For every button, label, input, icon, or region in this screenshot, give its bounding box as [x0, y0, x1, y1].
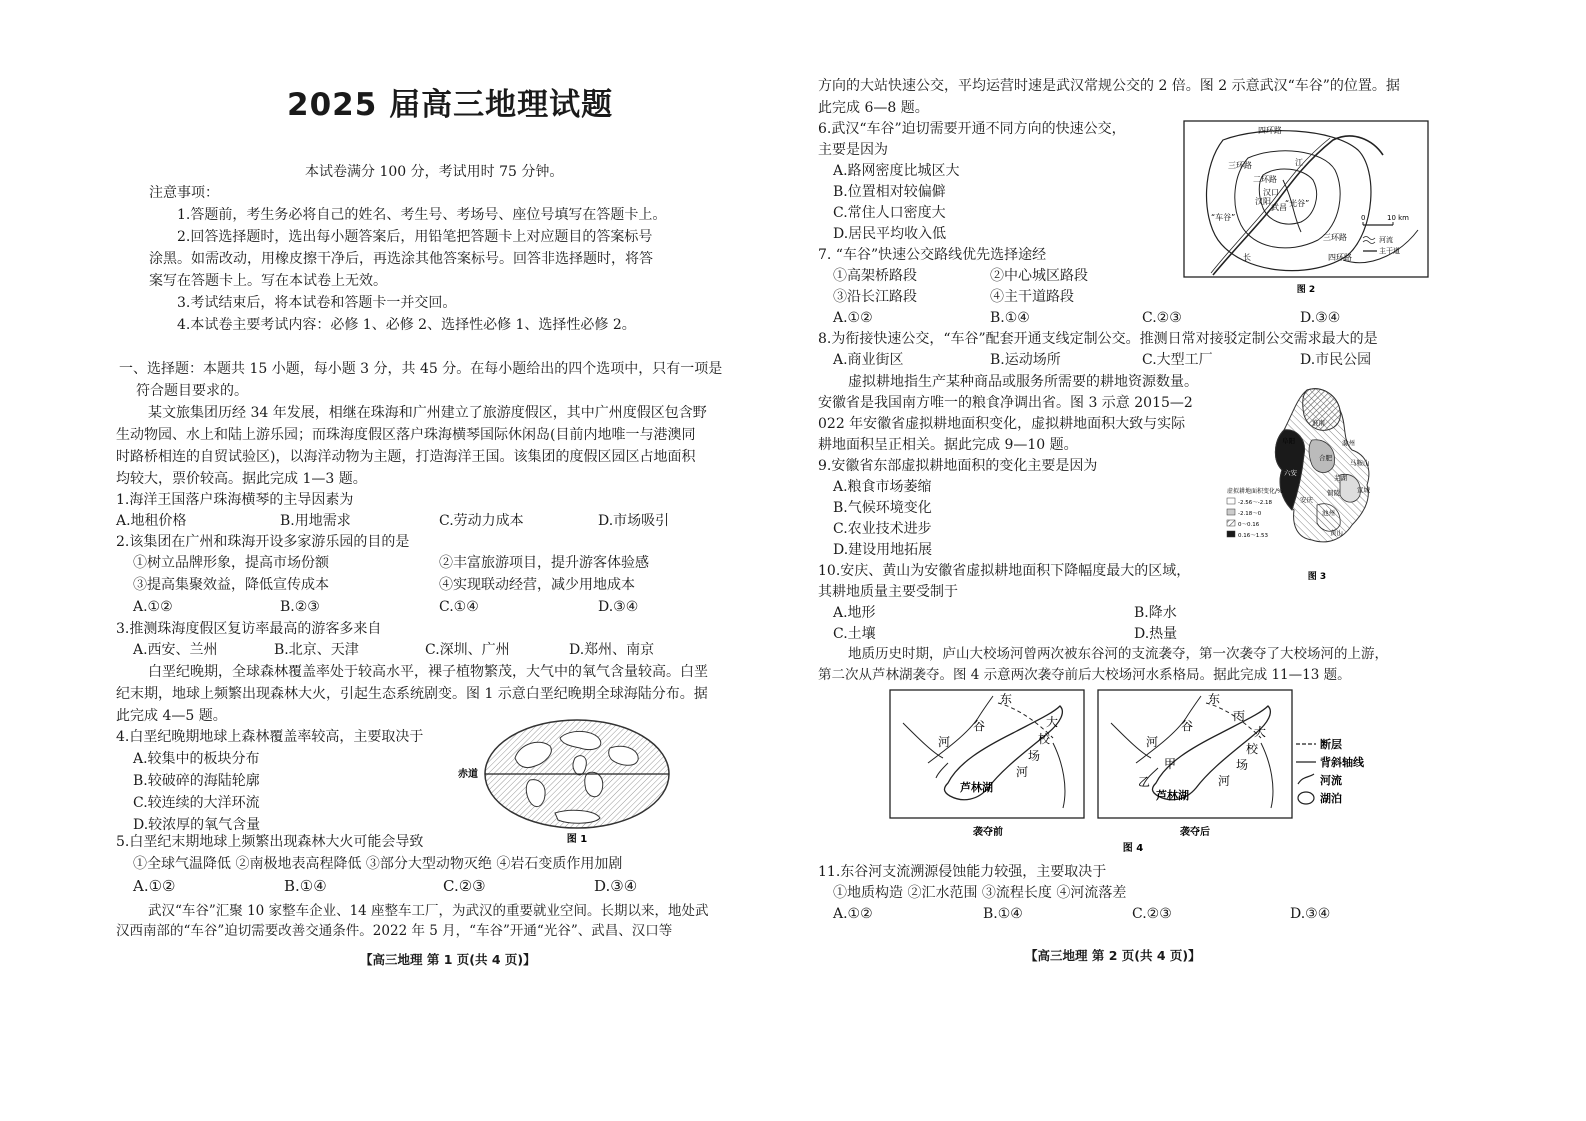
section-heading: 符合题目要求的。 — [136, 383, 248, 399]
equator-label: 赤道 — [458, 769, 478, 780]
svg-text:丙: 丙 — [1233, 709, 1246, 723]
svg-text:大: 大 — [1254, 725, 1267, 739]
svg-text:0.16～1.53: 0.16～1.53 — [1238, 533, 1268, 539]
option: D.③④ — [594, 877, 638, 895]
svg-text:合肥: 合肥 — [1319, 454, 1332, 462]
svg-text:江: 江 — [1295, 158, 1303, 167]
svg-text:河流: 河流 — [1379, 236, 1393, 244]
option: B.位置相对较偏僻 — [833, 184, 946, 200]
option: B.①④ — [284, 877, 327, 895]
option: D.较浓厚的氧气含量 — [133, 817, 261, 833]
svg-text:大: 大 — [1046, 715, 1059, 729]
svg-text:河: 河 — [938, 735, 951, 749]
statement: ④主干道路段 — [990, 289, 1074, 305]
svg-text:汉阳: 汉阳 — [1255, 197, 1271, 206]
svg-text:芦林湖: 芦林湖 — [1156, 789, 1189, 802]
question-stem: 4.白垩纪晚期地球上森林覆盖率较高，主要取决于 — [116, 729, 424, 745]
svg-text:河: 河 — [1218, 774, 1231, 788]
svg-text:宣城: 宣城 — [1357, 486, 1370, 494]
option: A.西安、兰州 — [133, 642, 218, 658]
option: C.劳动力成本 — [439, 513, 524, 529]
option: A.①② — [133, 599, 173, 615]
svg-text:0: 0 — [1361, 214, 1366, 222]
option: A.较集中的板块分布 — [133, 751, 260, 767]
svg-text:芜湖: 芜湖 — [1334, 474, 1347, 482]
svg-text:乙: 乙 — [1138, 775, 1151, 789]
figure-subcaption: 袭夺后 — [1180, 827, 1210, 838]
svg-text:黄山: 黄山 — [1330, 529, 1343, 537]
svg-text:河流: 河流 — [1320, 774, 1342, 787]
page-title: 2025 届高三地理试题 — [287, 87, 614, 123]
figure-caption: 图 4 — [1122, 843, 1144, 854]
passage-line: 此完成 6—8 题。 — [818, 100, 929, 116]
svg-text:滁州: 滁州 — [1342, 439, 1355, 447]
option: B.①④ — [983, 906, 1023, 922]
svg-text:“光谷”: “光谷” — [1285, 199, 1310, 208]
notice-line: 4.本试卷主要考试内容：必修 1、必修 2、选择性必修 1、选择性必修 2。 — [177, 317, 636, 333]
figure-2-wuhan-map — [1183, 120, 1433, 300]
svg-text:六安: 六安 — [1284, 469, 1297, 477]
passage-line: 地质历史时期，庐山大校场河曾两次被东谷河的支流袭夺，第一次袭夺了大校场河的上游， — [848, 646, 1388, 662]
option: B.降水 — [1134, 605, 1177, 621]
svg-text:铜陵: 铜陵 — [1327, 489, 1340, 497]
passage-line: 纪末期，地球上频繁出现森林大火，引起生态系统剧变。图 1 示意白垩纪晚期全球海陆分布。据 — [116, 686, 708, 702]
svg-text:-2.18～0: -2.18～0 — [1238, 511, 1262, 517]
option: A.商业街区 — [833, 352, 904, 368]
option: C.②③ — [1142, 310, 1182, 326]
option: C.①④ — [439, 599, 479, 615]
svg-text:三环路: 三环路 — [1323, 233, 1347, 242]
passage-line: 方向的大站快速公交，平均运营时速是武汉常规公交的 2 倍。图 2 示意武汉“车谷”的位置。据 — [818, 78, 1400, 94]
option: C.深圳、广州 — [425, 642, 510, 658]
option: C.②③ — [443, 877, 486, 895]
option: D.③④ — [598, 599, 639, 615]
option: C.②③ — [1132, 906, 1172, 922]
figure-3-anhui-map — [1222, 380, 1412, 585]
svg-text:芦林湖: 芦林湖 — [960, 781, 993, 794]
question-stem: 11.东谷河支流溯源侵蚀能力较强，主要取决于 — [818, 864, 1107, 880]
passage-line: 022 年安徽省虚拟耕地面积变化，虚拟耕地面积大致与实际 — [818, 416, 1186, 432]
option: D.建设用地拓展 — [833, 542, 933, 558]
passage-line: 武汉“车谷”汇聚 10 家整车企业、14 座整车工厂，为武汉的重要就业空间。长期以来，地处武 — [148, 903, 709, 919]
svg-text:-2.56～-2.18: -2.56～-2.18 — [1238, 500, 1272, 506]
svg-text:东: 东 — [1208, 692, 1221, 706]
statement: ①地质构造 ②汇水范围 ③流程长度 ④河流落差 — [833, 885, 1127, 901]
svg-text:虚拟耕地面积变化/%: 虚拟耕地面积变化/% — [1227, 488, 1283, 495]
option: D.市场吸引 — [598, 513, 670, 529]
svg-text:背斜轴线: 背斜轴线 — [1320, 756, 1364, 769]
statement: ①全球气温降低 ②南极地表高程降低 ③部分大型动物灭绝 ④岩石变质作用加剧 — [133, 856, 623, 872]
svg-text:汉口: 汉口 — [1263, 188, 1279, 197]
option: C.农业技术进步 — [833, 521, 932, 537]
option: C.较连续的大洋环流 — [133, 795, 260, 811]
figure-caption: 图 1 — [566, 834, 588, 845]
option: D.③④ — [1300, 310, 1341, 326]
svg-text:校: 校 — [1038, 732, 1051, 746]
passage-line: 汉西南部的“车谷”迫切需要改善交通条件。2022 年 5 月，“车谷”开通“光谷”、武昌、汉口等 — [116, 923, 673, 939]
option: C.土壤 — [833, 626, 876, 642]
option: B.用地需求 — [280, 513, 351, 529]
svg-text:谷: 谷 — [973, 719, 986, 733]
option: A.地形 — [833, 605, 876, 621]
svg-text:东: 东 — [1000, 692, 1013, 706]
option: D.郑州、南京 — [569, 642, 655, 658]
option: C.常住人口密度大 — [833, 205, 946, 221]
passage-line: 白垩纪晚期，全球森林覆盖率处于较高水平，裸子植物繁茂，大气中的氧气含量较高。白垩 — [148, 664, 708, 680]
question-stem: 7. “车谷”快速公交路线优先选择途经 — [818, 247, 1047, 263]
option: A.①② — [833, 906, 873, 922]
svg-text:长: 长 — [1243, 253, 1251, 262]
svg-text:安庆: 安庆 — [1300, 496, 1313, 504]
svg-text:场: 场 — [1236, 758, 1249, 772]
option: B.较破碎的海陆轮廓 — [133, 773, 260, 789]
question-stem: 10.安庆、黄山为安徽省虚拟耕地面积下降幅度最大的区域， — [818, 563, 1191, 579]
option: B.北京、天津 — [274, 642, 359, 658]
option: D.热量 — [1134, 626, 1178, 642]
option: B.运动场所 — [990, 352, 1061, 368]
svg-text:河: 河 — [1016, 765, 1029, 779]
notice-line: 2.回答选择题时，选出每小题答案后，用铅笔把答题卡上对应题目的答案标号 — [177, 229, 653, 245]
option: D.③④ — [1290, 906, 1331, 922]
statement: ②中心城区路段 — [990, 268, 1088, 284]
exam-note: 本试卷满分 100 分，考试用时 75 分钟。 — [305, 164, 564, 180]
option: A.路网密度比城区大 — [833, 163, 960, 179]
option: A.地租价格 — [116, 513, 187, 529]
question-stem: 9.安徽省东部虚拟耕地面积的变化主要是因为 — [818, 458, 1098, 474]
passage-line: 第二次从芦林湖袭夺。图 4 示意两次袭夺前后大校场河水系格局。据此完成 11—13 题。 — [818, 667, 1351, 683]
svg-text:0～0.16: 0～0.16 — [1238, 522, 1260, 528]
question-stem: 8.为衔接快速公交，“车谷”配套开通支线定制公交。推测日常对接驳定制公交需求最大的是 — [818, 331, 1378, 347]
svg-text:淮南: 淮南 — [1312, 419, 1325, 427]
section-heading: 一、选择题：本题共 15 小题，每小题 3 分，共 45 分。在每小题给出的四个选项中，只有一项是 — [119, 361, 723, 377]
statement: ③沿长江路段 — [833, 289, 917, 305]
question-stem: 主要是因为 — [818, 142, 888, 158]
question-stem: 1.海洋王国落户珠海横琴的主导因素为 — [116, 492, 354, 508]
option: B.②③ — [280, 599, 320, 615]
svg-text:“车谷”: “车谷” — [1211, 213, 1236, 222]
svg-text:断层: 断层 — [1320, 738, 1342, 751]
figure-subcaption: 袭夺前 — [973, 827, 1003, 838]
svg-text:场: 场 — [1028, 749, 1041, 763]
option: B.气候环境变化 — [833, 500, 932, 516]
question-stem: 3.推测珠海度假区复访率最高的游客多来自 — [116, 621, 382, 637]
passage-line: 安徽省是我国南方唯一的粮食净调出省。图 3 示意 2015—2 — [818, 395, 1193, 411]
svg-text:池州: 池州 — [1322, 509, 1335, 517]
svg-text:二环路: 二环路 — [1253, 175, 1277, 184]
option: D.居民平均收入低 — [833, 226, 947, 242]
passage-line: 生动物园、水上和陆上游乐园；而珠海度假区落户珠海横琴国际休闲岛(目前内地唯一与港澳同 — [116, 427, 696, 443]
svg-text:甲: 甲 — [1164, 757, 1177, 771]
figure-4-stream-capture — [888, 688, 1388, 858]
statement: ①树立品牌形象，提高市场份额 — [133, 555, 329, 571]
passage-line: 均较大，票价较高。据此完成 1—3 题。 — [116, 471, 367, 487]
notice-line: 涂黑。如需改动，用橡皮擦干净后，再选涂其他答案标号。回答非选择题时，将答 — [149, 251, 653, 267]
notice-line: 1.答题前，考生务必将自己的姓名、考生号、考场号、座位号填写在答题卡上。 — [177, 207, 667, 223]
svg-text:阜阳: 阜阳 — [1282, 437, 1295, 445]
option: A.①② — [833, 310, 873, 326]
passage-line: 耕地面积呈正相关。据此完成 9—10 题。 — [818, 437, 1078, 453]
option: D.市民公园 — [1300, 352, 1372, 368]
svg-text:武昌: 武昌 — [1271, 203, 1287, 212]
question-stem: 2.该集团在广州和珠海开设多家游乐园的目的是 — [116, 534, 410, 550]
question-stem: 其耕地质量主要受制于 — [818, 584, 958, 600]
figure-caption: 图 2 — [1296, 285, 1316, 295]
statement: ③提高集聚效益，降低宣传成本 — [133, 577, 329, 593]
passage-line: 某文旅集团历经 34 年发展，相继在珠海和广州建立了旅游度假区，其中广州度假区包含野 — [148, 405, 707, 421]
svg-text:河: 河 — [1146, 735, 1159, 749]
notice-line: 3.考试结束后，将本试卷和答题卡一并交回。 — [177, 295, 457, 311]
option: A.粮食市场萎缩 — [833, 479, 932, 495]
page-footer: 【高三地理 第 1 页(共 4 页)】 — [360, 952, 536, 967]
passage-line: 此完成 4—5 题。 — [116, 708, 227, 724]
svg-text:湖泊: 湖泊 — [1320, 792, 1342, 805]
passage-line: 时路桥相连的自贸试验区)，以海洋动物为主题，打造海洋王国。该集团的度假区园区占地面积 — [116, 449, 696, 465]
option: C.大型工厂 — [1142, 352, 1213, 368]
figure-caption: 图 3 — [1307, 572, 1327, 582]
statement: ④实现联动经营，减少用地成本 — [439, 577, 635, 593]
notice-label: 注意事项： — [149, 185, 219, 201]
notice-line: 案写在答题卡上。写在本试卷上无效。 — [149, 273, 387, 289]
statement: ①高架桥路段 — [833, 268, 917, 284]
svg-text:主干道: 主干道 — [1379, 247, 1400, 255]
svg-text:谷: 谷 — [1181, 719, 1194, 733]
svg-text:三环路: 三环路 — [1228, 161, 1252, 170]
svg-text:马鞍山: 马鞍山 — [1350, 459, 1370, 467]
figure-1-world-map — [458, 718, 680, 848]
page-footer: 【高三地理 第 2 页(共 4 页)】 — [1025, 948, 1201, 963]
question-stem: 6.武汉“车谷”迫切需要开通不同方向的快速公交， — [818, 121, 1126, 137]
statement: ②丰富旅游项目，提升游客体验感 — [439, 555, 649, 571]
svg-text:校: 校 — [1246, 742, 1259, 756]
option: A.①② — [133, 877, 176, 895]
svg-text:四环路: 四环路 — [1258, 126, 1282, 135]
question-stem: 5.白垩纪末期地球上频繁出现森林大火可能会导致 — [116, 834, 424, 850]
passage-line: 虚拟耕地指生产某种商品或服务所需要的耕地资源数量。 — [848, 374, 1198, 390]
svg-text:10 km: 10 km — [1387, 214, 1410, 222]
svg-text:四环路: 四环路 — [1328, 253, 1352, 262]
option: B.①④ — [990, 310, 1030, 326]
